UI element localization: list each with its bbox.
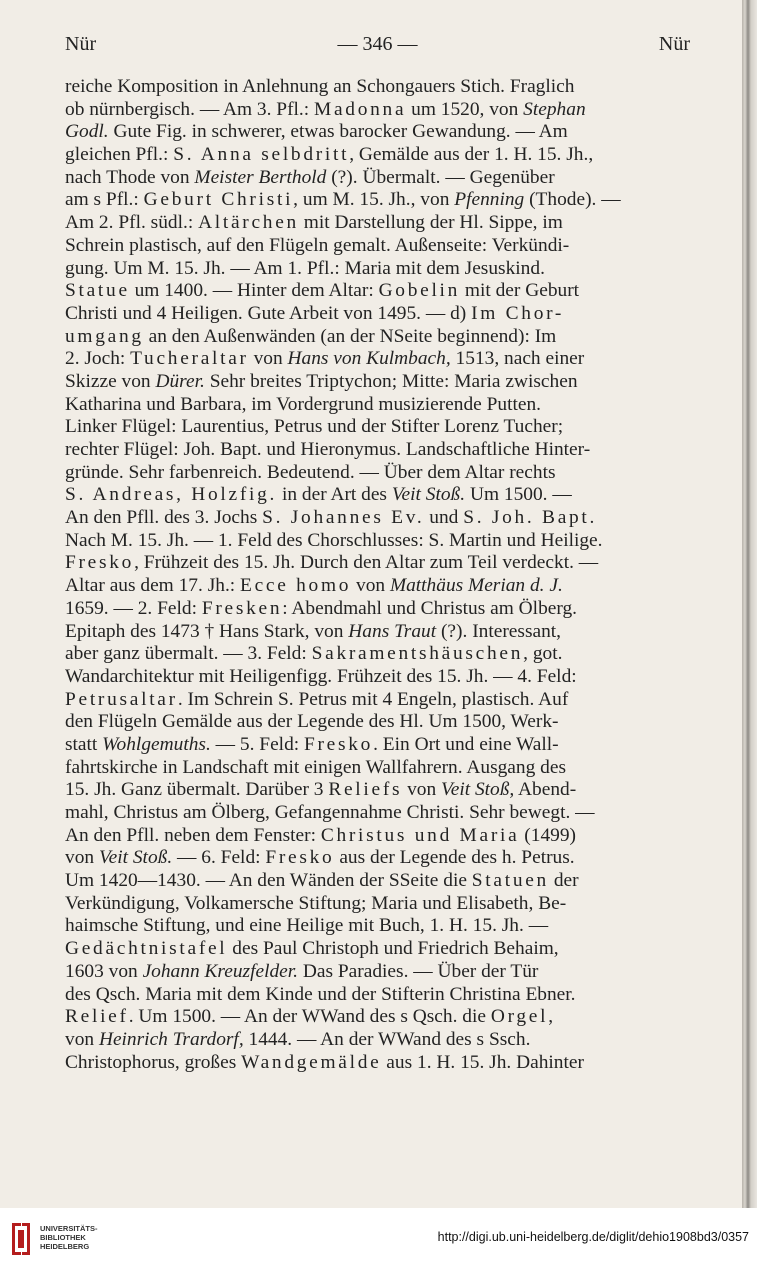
body-text: [65, 76, 701, 1074]
text-run: an den Außenwänden (an der NSeite beginnend): Im: [143, 325, 557, 347]
text-line: [65, 326, 701, 349]
text-line: [65, 144, 701, 167]
page-number: — 346 —: [337, 33, 418, 55]
text-line: [65, 870, 701, 893]
text-line: [65, 1006, 701, 1029]
spaced-term: Madonna: [314, 98, 407, 120]
logo-line: UNIVERSITÄTS-: [40, 1224, 98, 1233]
artist-name: Godl.: [65, 121, 109, 143]
text-run: gründe. Sehr farbenreich. Bedeutend. — Über dem Altar rechts: [65, 461, 556, 483]
footer-bar: [0, 1208, 757, 1268]
text-run: : Abendmahl und Christus am Ölberg.: [282, 597, 578, 619]
text-line: [65, 802, 701, 825]
text-run: , um M. 15. Jh., von: [293, 189, 455, 211]
artist-name: Veit Stoß.: [391, 484, 466, 506]
text-line: [65, 235, 701, 258]
text-run: ob nürnbergisch. — Am 3. Pfl.:: [65, 98, 315, 120]
spaced-term: Christus und Maria: [320, 824, 520, 846]
text-run: Christi und 4 Heiligen. Gute Arbeit von 1495. — d): [65, 302, 472, 324]
text-run: Nach M. 15. Jh. — 1. Feld des Chorschlusses: S. Martin und Heilige.: [65, 529, 603, 551]
text-line: [65, 371, 701, 394]
text-run: Wandarchitektur mit Heiligenfigg. Frühzeit des 15. Jh. — 4. Feld:: [65, 665, 577, 687]
text-run: (1499): [519, 824, 576, 846]
text-run: mahl, Christus am Ölberg, Gefangennahme Christi. Sehr bewegt. —: [65, 802, 595, 823]
text-line: [65, 303, 701, 326]
text-line: [65, 167, 701, 190]
text-run: Um 1420—1430. — An den Wänden der SSeite die: [65, 870, 472, 892]
text-run: nach Thode von: [65, 166, 195, 188]
artist-name: Matthäus Merian d. J.: [389, 575, 563, 597]
text-line: [65, 462, 701, 485]
text-run: — 6. Feld:: [172, 847, 266, 869]
spaced-term: Ecce homo: [240, 575, 352, 597]
text-line: [65, 779, 701, 802]
logo-line: HEIDELBERG: [40, 1242, 90, 1251]
text-run: Skizze von: [65, 370, 156, 392]
text-line: [65, 416, 701, 439]
text-run: reiche Komposition in Anlehnung an Schongauers Stich. Fraglich: [65, 76, 575, 97]
text-line: [65, 76, 701, 99]
text-run: , got.: [523, 643, 563, 665]
artist-name: Veit Stoß,: [441, 779, 515, 801]
text-run: Altar aus dem 17. Jh.:: [65, 575, 241, 597]
spaced-term: umgang: [65, 325, 144, 347]
text-run: — 5. Feld:: [210, 733, 304, 755]
text-run: um 1400. — Hinter dem Altar:: [129, 280, 379, 302]
text-run: des Paul Christoph und Friedrich Behaim,: [227, 938, 559, 960]
artist-name: Heinrich Trardorf,: [98, 1028, 244, 1050]
spaced-term: S. Anna selbdritt: [173, 144, 350, 166]
text-run: aber ganz übermalt. — 3. Feld:: [65, 643, 312, 665]
text-line: [65, 575, 701, 598]
text-run: Linker Flügel: Laurentius, Petrus und der Stifter Lorenz Tucher;: [65, 416, 564, 438]
text-run: gleichen Pfl.:: [65, 144, 174, 166]
logo-line: BIBLIOTHEK: [40, 1233, 86, 1242]
text-line: [65, 757, 701, 780]
spaced-term: Statuen: [471, 870, 549, 892]
text-line: [65, 893, 701, 916]
text-run: Verkündigung, Volkamersche Stiftung; Maria und Elisabeth, Be-: [65, 892, 567, 914]
artist-name: Johann Kreuzfelder.: [142, 960, 299, 982]
text-run: Schrein plastisch, auf den Flügeln gemalt. Außenseite: Verkündi-: [65, 234, 570, 256]
text-run: ,: [548, 1006, 554, 1028]
spaced-term: S. Johannes Ev.: [262, 507, 425, 529]
text-run: aus 1. H. 15. Jh. Dahinter: [381, 1051, 584, 1073]
text-run: (?). Interessant,: [436, 620, 562, 642]
text-run: (Thode). —: [524, 189, 621, 211]
text-line: [65, 666, 701, 689]
text-run: fahrtskirche in Landschaft mit einigen Wallfahrern. Ausgang des: [65, 756, 567, 778]
spaced-term: Altärchen: [198, 212, 299, 234]
text-run: am s Pfl.:: [65, 189, 144, 211]
text-run: Das Paradies. — Über der Tür: [298, 960, 539, 982]
text-run: 1603 von: [65, 960, 143, 982]
text-line: [65, 258, 701, 281]
library-logo-icon: [10, 1220, 32, 1258]
spaced-term: Fresko: [265, 847, 335, 869]
text-line: [65, 189, 701, 212]
text-run: 1444. — An der WWand des s Ssch.: [243, 1028, 531, 1050]
library-logo-text: [40, 1224, 98, 1251]
artist-name: Veit Stoß.: [98, 847, 173, 869]
spaced-term: Im Chor-: [471, 302, 565, 324]
text-run: in der Art des: [277, 484, 392, 506]
text-line: [65, 938, 701, 961]
spaced-term: Wandgemälde: [241, 1051, 382, 1073]
spaced-term: Sakramentshäuschen: [311, 643, 524, 665]
text-line: [65, 643, 701, 666]
text-run: , Gemälde aus der 1. H. 15. Jh.,: [349, 144, 594, 166]
spaced-term: Geburt Christi: [143, 189, 294, 211]
text-line: [65, 121, 701, 144]
text-run: Katharina und Barbara, im Vordergrund musizierende Putten.: [65, 393, 542, 415]
spaced-term: Orgel: [490, 1006, 549, 1028]
spaced-term: Gobelin: [378, 280, 461, 302]
text-line: [65, 734, 701, 757]
text-run: rechter Flügel: Joh. Bapt. und Hieronymus. Landschaftliche Hinter-: [65, 439, 591, 460]
text-run: , Frühzeit des 15. Jh. Durch den Altar zum Teil verdeckt. —: [134, 552, 599, 574]
spaced-term: Relief: [65, 1006, 129, 1028]
text-line: [65, 621, 701, 644]
text-line: [65, 212, 701, 235]
text-line: [65, 915, 701, 938]
spaced-term: S. Joh. Bapt.: [463, 507, 598, 529]
text-line: [65, 961, 701, 984]
spaced-term: Reliefs: [328, 779, 403, 801]
text-line: [65, 484, 701, 507]
text-line: [65, 689, 701, 712]
text-line: [65, 1052, 701, 1075]
text-run: An den Pfll. des 3. Jochs: [65, 507, 263, 529]
spaced-term: Fresko: [65, 552, 135, 574]
text-line: [65, 847, 701, 870]
text-line: [65, 1029, 701, 1052]
text-run: Abend-: [514, 779, 577, 801]
text-line: [65, 598, 701, 621]
text-run: von: [402, 779, 442, 801]
text-run: gung. Um M. 15. Jh. — Am 1. Pfl.: Maria mit dem Jesuskind.: [65, 257, 545, 279]
text-run: von: [248, 348, 288, 370]
artist-name: Dürer.: [155, 370, 205, 392]
text-run: Christophorus, großes: [65, 1051, 242, 1073]
text-line: [65, 280, 701, 303]
text-run: von: [65, 847, 99, 869]
spaced-term: Gedächtnistafel: [65, 938, 228, 960]
text-run: Sehr breites Triptychon; Mitte: Maria zwischen: [204, 370, 578, 392]
text-run: mit der Geburt: [460, 280, 580, 302]
spaced-term: Statue: [65, 280, 130, 302]
text-run: . Ein Ort und eine Wall-: [373, 733, 559, 755]
header-left-keyword: Nür: [65, 33, 97, 55]
text-run: 1659. — 2. Feld:: [65, 597, 202, 619]
artist-name: Stephan: [523, 98, 586, 120]
artist-name: Meister Berthold: [194, 166, 327, 188]
text-run: An den Pfll. neben dem Fenster:: [65, 824, 321, 846]
text-run: der: [548, 870, 579, 892]
text-run: um 1520, von: [406, 98, 524, 120]
text-line: [65, 348, 701, 371]
spaced-term: Fresko: [304, 733, 374, 755]
running-header: [65, 33, 690, 63]
artist-name: Hans Traut: [348, 620, 437, 642]
text-run: des Qsch. Maria mit dem Kinde und der Stifterin Christina Ebner.: [65, 983, 576, 1005]
text-run: statt: [65, 733, 103, 755]
text-run: haimsche Stiftung, und eine Heilige mit Buch, 1. H. 15. Jh. —: [65, 915, 549, 937]
text-run: 1513, nach einer: [450, 348, 585, 370]
page-edge: [742, 0, 757, 1208]
text-run: 15. Jh. Ganz übermalt. Darüber 3: [65, 779, 329, 801]
text-run: aus der Legende des h. Petrus.: [334, 847, 575, 869]
text-run: mit Darstellung der Hl. Sippe, im: [298, 212, 563, 234]
artist-name: Wohlgemuths.: [102, 733, 211, 755]
text-run: (?). Übermalt. — Gegenüber: [326, 166, 555, 188]
spaced-term: Tucheraltar: [130, 348, 249, 370]
text-run: Am 2. Pfl. südl.:: [65, 212, 199, 234]
source-url-link[interactable]: http://digi.ub.uni-heidelberg.de/diglit/dehio1908bd3/0357: [437, 1230, 749, 1244]
text-line: [65, 394, 701, 417]
text-run: von: [351, 575, 390, 597]
text-line: [65, 984, 701, 1007]
text-run: 2. Joch:: [65, 348, 131, 370]
text-line: [65, 439, 701, 462]
text-run: . Um 1500. — An der WWand des s Qsch. die: [128, 1006, 491, 1028]
text-run: und: [424, 507, 464, 529]
artist-name: Hans von Kulmbach,: [287, 348, 451, 370]
spaced-term: Petrusaltar: [65, 688, 178, 710]
text-run: Epitaph des 1473 † Hans Stark, von: [65, 620, 349, 642]
spaced-term: Fresken: [201, 597, 283, 619]
artist-name: Pfenning: [454, 189, 525, 211]
text-line: [65, 530, 701, 553]
text-run: Gute Fig. in schwerer, etwas barocker Gewandung. — Am: [108, 121, 568, 143]
text-line: [65, 552, 701, 575]
text-line: [65, 711, 701, 734]
spaced-term: S. Andreas, Holzfig.: [65, 484, 278, 506]
text-line: [65, 507, 701, 530]
text-run: Um 1500. —: [465, 484, 572, 506]
text-run: den Flügeln Gemälde aus der Legende des Hl. Um 1500, Werk-: [65, 711, 559, 733]
text-run: von: [65, 1028, 99, 1050]
text-line: [65, 99, 701, 122]
text-line: [65, 825, 701, 848]
text-run: . Im Schrein S. Petrus mit 4 Engeln, plastisch. Auf: [177, 688, 569, 710]
header-right-keyword: Nür: [658, 33, 690, 55]
